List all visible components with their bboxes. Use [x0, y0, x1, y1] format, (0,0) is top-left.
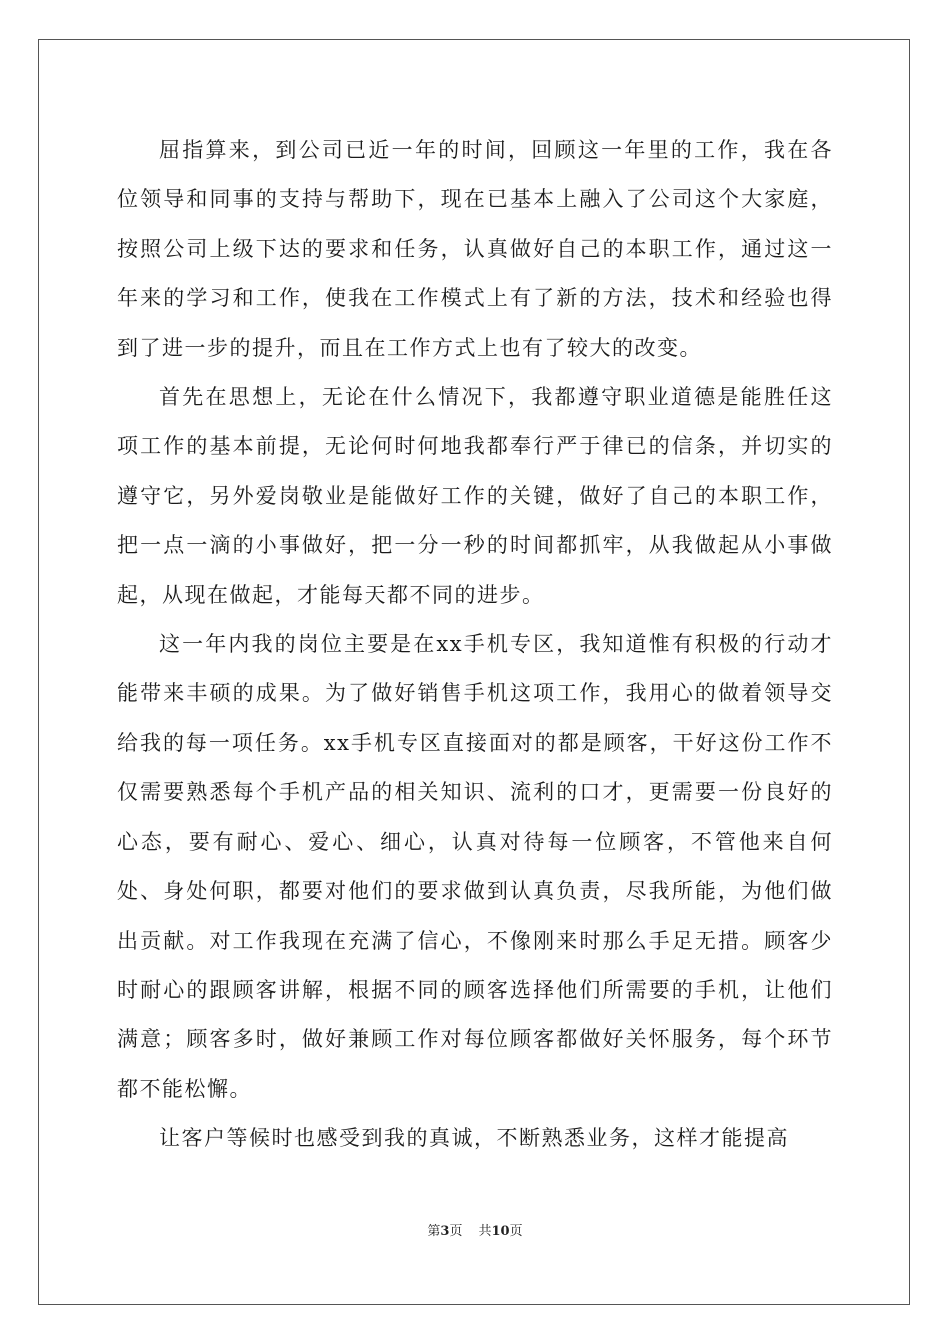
- paragraph-1: 屈指算来，到公司已近一年的时间，回顾这一年里的工作，我在各位领导和同事的支持与帮助下，现在已基本上融入了公司这个大家庭，按照公司上级下达的要求和任务，认真做好自己的本职工作，通过这一年来的学习和工作，使我在工作模式上有了新的方法，技术和经验也得到了进一步的提升，而且在工作方式上也有了较大的改变。: [117, 138, 833, 360]
- page-current: 3: [440, 1224, 450, 1239]
- page-mid: 页: [449, 1224, 463, 1239]
- page-prefix: 第: [427, 1224, 441, 1239]
- total-suffix: 页: [509, 1224, 523, 1239]
- paragraph-3: 这一年内我的岗位主要是在xx手机专区，我知道惟有积极的行动才能带来丰硕的成果。为了做好销售手机这项工作，我用心的做着领导交给我的每一项任务。xx手机专区直接面对的都是顾客，干好这份工作不仅需要熟悉每个手机产品的相关知识、流利的口才，更需要一份良好的心态，要有耐心、爱心、细心，认真对待每一位顾客，不管他来自何处、身处何职，都要对他们的要求做到认真负责，尽我所能，为他们做出贡献。对工作我现在充满了信心，不像刚来时那么手足无措。顾客少时耐心的跟顾客讲解，根据不同的顾客选择他们所需要的手机，让他们满意；顾客多时，做好兼顾工作对每位顾客都做好关怀服务，每个环节都不能松懈。: [117, 632, 833, 1101]
- paragraph-4: 让客户等候时也感受到我的真诚，不断熟悉业务，这样才能提高: [159, 1126, 789, 1151]
- document-body: [117, 126, 833, 1164]
- total-prefix: 共: [478, 1224, 492, 1239]
- page-total: 10: [491, 1224, 510, 1239]
- page-footer: [0, 1220, 950, 1239]
- paragraph-2: 首先在思想上，无论在什么情况下，我都遵守职业道德是能胜任这项工作的基本前提，无论何时何地我都奉行严于律已的信条，并切实的遵守它，另外爱岗敬业是能做好工作的关键，做好了自己的本职工作，把一点一滴的小事做好，把一分一秒的时间都抓牢，从我做起从小事做起，从现在做起，才能每天都不同的进步。: [117, 385, 833, 607]
